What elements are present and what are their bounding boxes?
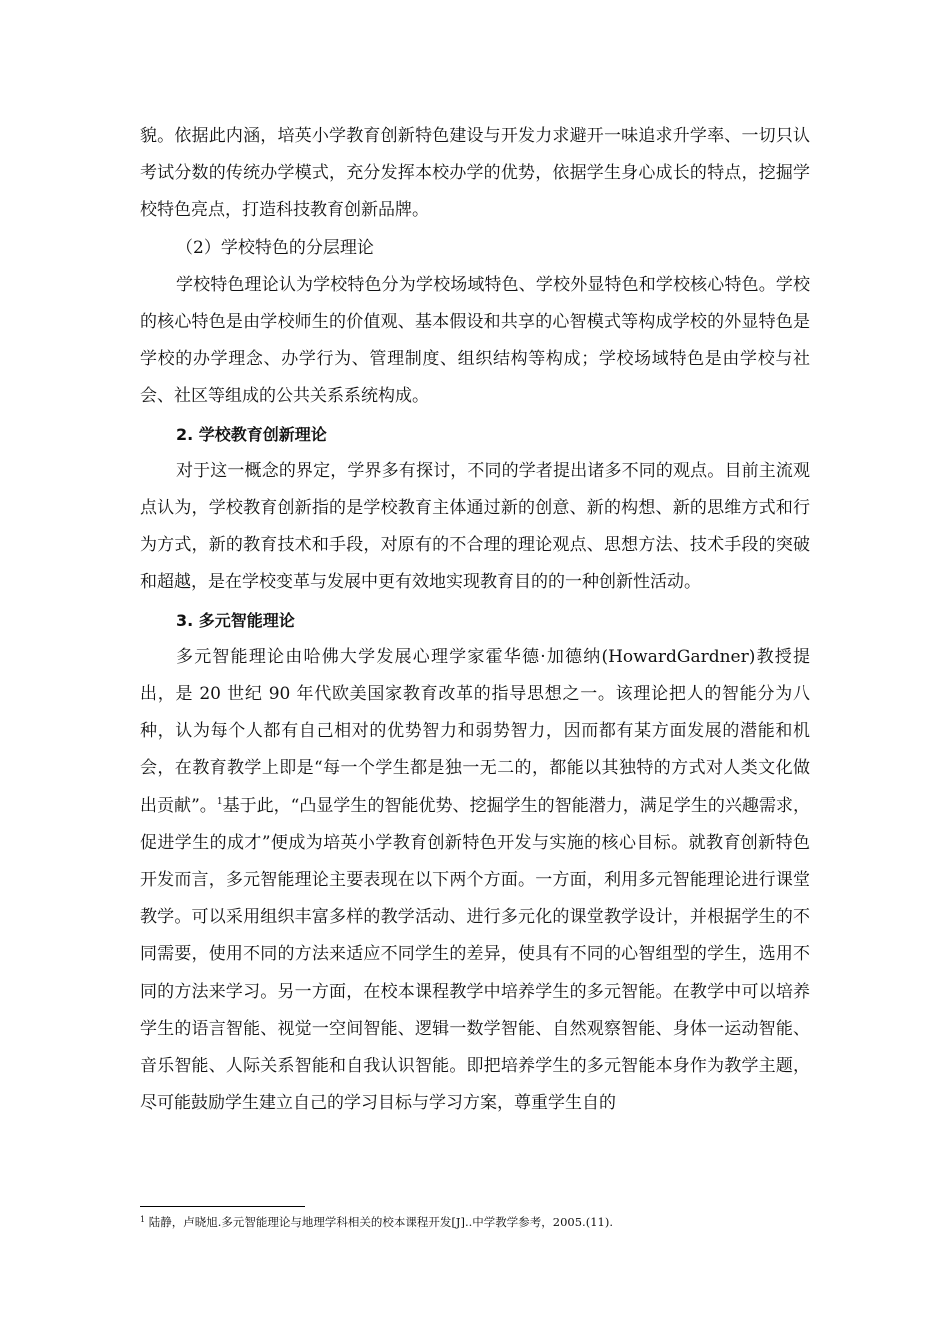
body-text [140,118,810,1122]
paragraph-text: 基于此，“凸显学生的智能优势、挖掘学生的智能潜力，满足学生的兴趣需求，促进学生的成才”便成为培英小学教育创新特色开发与实施的核心目标。就教育创新特色开发而言，多元智能理论主要表现在以下两个方面。一方面，利用多元智能理论进行课堂教学。可以采用组织丰富多样的教学活动、进行多元化的课堂教学设计，并根据学生的不同需要，使用不同的方法来适应不同学生的差异，使具有不同的心智组型的学生，选用不同的方法来学习。另一方面，在校本课程教学中培养学生的多元智能。在教学中可以培养学生的语言智能、视觉一空间智能、逻辑一数学智能、自然观察智能、身体一运动智能、音乐智能、人际关系智能和自我认识智能。即把培养学生的多元智能本身作为教学主题，尽可能鼓励学生建立自己的学习目标与学习方案，尊重学生自的 [140,795,810,1114]
footnote-mark: 1 [140,1215,146,1224]
section-heading: 3. 多元智能理论 [176,610,295,630]
footnote-text: 陆静，卢晓旭.多元智能理论与地理学科相关的校本课程开发[J]..中学教学参考，2005.(11). [145,1215,613,1229]
paragraph [140,639,810,1123]
paragraph: 对于这一概念的界定，学界多有探讨，不同的学者提出诸多不同的观点。目前主流观点认为，学校教育创新指的是学校教育主体通过新的创意、新的构想、新的思维方式和行为方式，新的教育技术和手段，对原有的不合理的理论观点、思想方法、技术手段的突破和超越，是在学校变革与发展中更有效地实现教育目的的一种创新性活动。 [140,460,810,593]
paragraph-text: 多元智能理论由哈佛大学发展心理学家霍华德·加德纳(HowardGardner)教授提出，是 20 世纪 90 年代欧美国家教育改革的指导思想之一。该理论把人的智能分为八种，认为每个人都有自己相对的优势智力和弱势智力，因而都有某方面发展的潜能和机会，在教育教学上即是“每一个学生都是独一无二的，都能以其独特的方式对人类文化做出贡献”。 [140,646,810,816]
footnote-reference[interactable]: 1 [216,796,223,807]
section-heading: 2. 学校教育创新理论 [176,424,327,444]
section-heading: （2）学校特色的分层理论 [176,237,374,258]
footnote-divider [140,1206,305,1207]
paragraph: 学校特色理论认为学校特色分为学校场域特色、学校外显特色和学校核心特色。学校的核心特色是由学校师生的价值观、基本假设和共享的心智模式等构成学校的外显特色是学校的办学理念、办学行为、管理制度、组织结构等构成；学校场域特色是由学校与社会、社区等组成的公共关系系统构成。 [140,274,810,407]
footnote [140,1213,820,1231]
paragraph: 貌。依据此内涵，培英小学教育创新特色建设与开发力求避开一味追求升学率、一切只认考试分数的传统办学模式，充分发挥本校办学的优势，依据学生身心成长的特点，挖掘学校特色亮点，打造科技教育创新品牌。 [140,126,810,221]
